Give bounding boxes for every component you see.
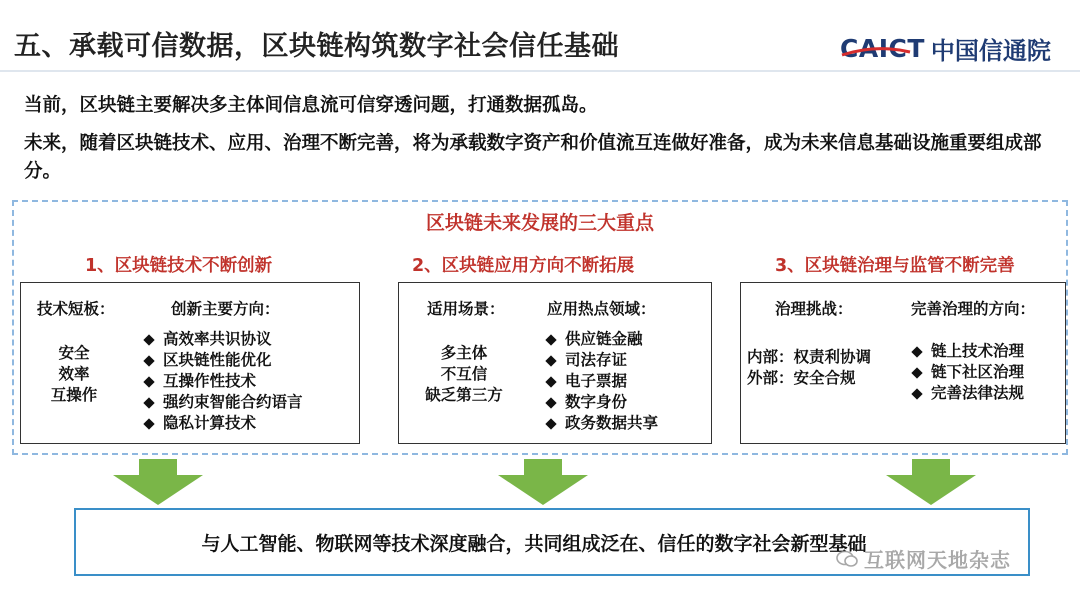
list-item: 不互信	[440, 365, 488, 383]
governance-direction-list	[911, 341, 1024, 404]
title-divider	[0, 70, 1080, 72]
logo-org-name: 中国信通院	[930, 36, 1051, 65]
list-item: 高效率共识协议	[143, 329, 303, 350]
diamond-bullet-icon	[545, 418, 556, 429]
innovation-direction-label: 创新主要方向：	[171, 300, 280, 318]
diamond-bullet-icon	[911, 388, 922, 399]
diamond-bullet-icon	[143, 334, 154, 345]
list-item: 安全	[58, 344, 90, 362]
watermark	[836, 544, 1011, 573]
list-item: 效率	[58, 365, 90, 383]
diamond-bullet-icon	[143, 397, 154, 408]
list-item: 内部：权责利协调	[747, 348, 872, 366]
list-item: 数字身份	[545, 392, 658, 413]
diamond-bullet-icon	[545, 397, 556, 408]
intro-current: 当前，区块链主要解决多主体间信息流可信穿透问题，打通数据孤岛。	[24, 95, 598, 116]
list-item: 多主体	[440, 344, 488, 362]
column-title-technology: 1、区块链技术不断创新	[85, 256, 273, 276]
diamond-bullet-icon	[143, 418, 154, 429]
diamond-bullet-icon	[143, 355, 154, 366]
watermark-text: 互联网天地杂志	[864, 548, 1011, 572]
diamond-bullet-icon	[545, 334, 556, 345]
hot-field-list	[545, 329, 658, 434]
list-item: 区块链性能优化	[143, 350, 303, 371]
wechat-icon	[836, 550, 858, 568]
application-box	[398, 282, 712, 444]
list-item: 隐私计算技术	[143, 413, 303, 434]
page-title: 五、承载可信数据，区块链构筑数字社会信任基础	[14, 31, 619, 62]
technology-box	[20, 282, 360, 444]
down-arrow-icon	[886, 459, 976, 505]
list-item: 互操作性技术	[143, 371, 303, 392]
list-item: 政务数据共享	[545, 413, 658, 434]
logo-caict-text: CAICT	[840, 33, 925, 63]
conclusion-text: 与人工智能、物联网等技术深度融合，共同组成泛在、信任的数字社会新型基础	[201, 532, 867, 555]
down-arrow-icon	[498, 459, 588, 505]
logo-swoosh-icon	[840, 46, 912, 58]
governance-challenge-label: 治理挑战：	[775, 300, 853, 318]
diamond-bullet-icon	[143, 376, 154, 387]
governance-direction-label: 完善治理的方向：	[911, 300, 1036, 318]
tech-shortcoming-list	[39, 343, 109, 406]
governance-box	[740, 282, 1066, 444]
scenario-list	[409, 343, 519, 406]
column-title-application: 2、区块链应用方向不断拓展	[412, 256, 635, 276]
diamond-bullet-icon	[911, 367, 922, 378]
caict-logo	[840, 28, 1051, 68]
tech-shortcoming-label: 技术短板：	[37, 300, 115, 318]
diamond-bullet-icon	[545, 355, 556, 366]
hot-field-label: 应用热点领域：	[547, 300, 656, 318]
down-arrow-icon	[113, 459, 203, 505]
list-item: 供应链金融	[545, 329, 658, 350]
diamond-bullet-icon	[911, 346, 922, 357]
list-item: 互操作	[50, 386, 98, 404]
list-item: 司法存证	[545, 350, 658, 371]
intro-future: 未来，随着区块链技术、应用、治理不断完善，将为承载数字资产和价值流互连做好准备，成为未来信息基础设施重要组成部分。	[24, 133, 1042, 182]
frame-title: 区块链未来发展的三大重点	[425, 212, 654, 234]
diamond-bullet-icon	[545, 376, 556, 387]
list-item: 外部：安全合规	[747, 369, 856, 387]
list-item: 缺乏第三方	[425, 386, 503, 404]
scenario-label: 适用场景：	[427, 300, 505, 318]
list-item: 强约束智能合约语言	[143, 392, 303, 413]
column-title-governance: 3、区块链治理与监管不断完善	[775, 256, 1015, 276]
list-item: 链下社区治理	[911, 362, 1024, 383]
list-item: 完善法律法规	[911, 383, 1024, 404]
list-item: 链上技术治理	[911, 341, 1024, 362]
list-item: 电子票据	[545, 371, 658, 392]
innovation-direction-list	[143, 329, 303, 434]
governance-challenge-list	[747, 347, 897, 389]
